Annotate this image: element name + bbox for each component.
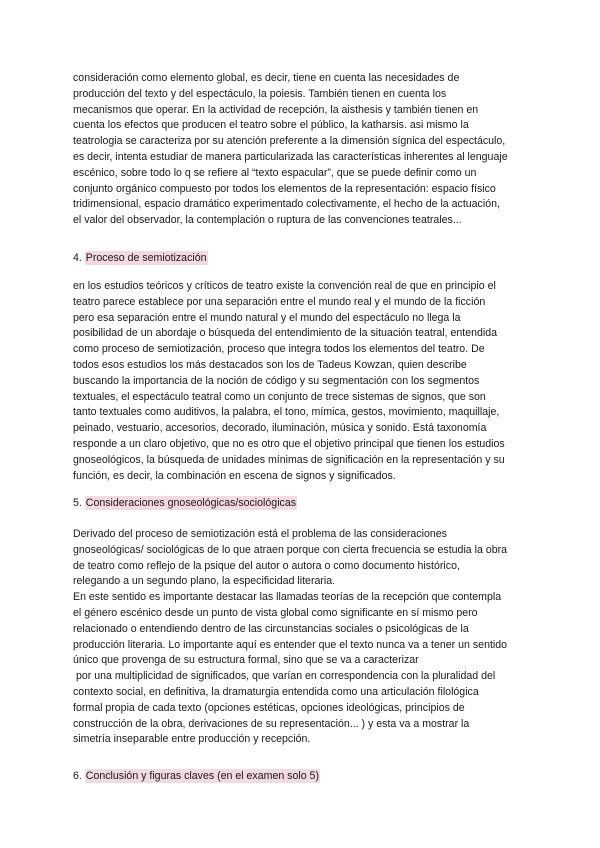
text-line: relacionado o entendiendo dentro de las circunstancias sociales o psicológicas de la [73, 622, 469, 635]
text-line: pero esa separación entre el mundo natural y el mundo del espectáculo no llega la [73, 311, 461, 324]
section-number: 5. [73, 497, 82, 509]
text-line: en los estudios teóricos y críticos de teatro existe la convención real de que en principio el [73, 280, 496, 292]
text-line: formal propia de cada texto (opciones estéticas, opciones ideológicas, principios de [73, 701, 465, 714]
section-title: Consideraciones gnoseológicas/sociológicas [85, 497, 297, 509]
text-line: teatrologia se caracteriza por su atención preferente a la dimensión sígnica del espectáculo, [73, 135, 506, 148]
text-line: único que provenga de su estructura formal, sino que se va a caracterizar [73, 654, 419, 667]
text-line: tanto textuales como auditivos, la palabra, el tono, mímica, gestos, movimiento, maquillaje, [73, 406, 500, 419]
text-line: posibilidad de un abordaje o búsqueda del entendimiento de la situación teatral, entendida [73, 327, 498, 340]
text-line: escénico, sobre todo lo q se refiere al “texto espacular”, que se puede definir como un [73, 166, 477, 179]
text-line: construcción de la obra, derivaciones de su representación... ) y esta va a mostrar la [73, 717, 470, 730]
text-line: relegando a un segundo plano, la especificidad literaria. [73, 575, 336, 588]
text-line: es decir, intenta estudiar de manera particularizada las características inherentes al lenguaje [73, 150, 508, 163]
text-line: cuenta los efectos que producen el teatro sobre el público, la katharsis. asi mismo la [73, 119, 469, 132]
paragraph-3 [73, 527, 543, 748]
paragraph-1 [73, 71, 543, 229]
text-line: función, es decir, la combinación en escena de signos y significados. [73, 469, 396, 482]
text-line: todos esos estudios los más destacados son los de Tadeus Kowzan, quien describe [73, 358, 467, 371]
text-line: textuales, el espectáculo teatral como un conjunto de trece sistemas de signos, que son [73, 390, 486, 403]
section-6-heading [73, 769, 320, 784]
text-line: En este sentido es importante destacar las llamadas teorías de la recepción que contempla [73, 591, 502, 604]
text-line: tridimensional, espacio dramático experimentado colectivamente, el hecho de la actuación, [73, 198, 500, 211]
text-line: consideración como elemento global, es decir, tiene en cuenta las necesidades de [73, 72, 460, 84]
text-line: producción literaria. Lo importante aquí es entender que el texto nunca va a tener un sentido [73, 638, 508, 651]
paragraph-2 [73, 279, 543, 484]
text-line: como proceso de semiotización, proceso que integra todos los elementos del teatro. De [73, 343, 485, 356]
section-number: 4. [73, 252, 82, 264]
section-title: Conclusión y figuras claves (en el examen solo 5) [85, 770, 319, 782]
section-4-heading [73, 251, 208, 266]
text-line: por una multiplicidad de significados, que varían en correspondencia con la pluralidad del [73, 670, 496, 683]
text-line: gnoseológicos, la búsqueda de unidades mínimas de significación en la representación y su [73, 453, 505, 466]
text-line: simetría inseparable entre producción y recepción. [73, 733, 311, 746]
text-line: buscando la importancia de la noción de código y su segmentación con los segmentos [73, 374, 480, 387]
text-line: responde a un claro objetivo, que no es otro que el objetivo principal que tienen los estudios [73, 437, 505, 450]
text-line: peinado, vestuario, accesorios, decorado, iluminación, música y sonido. Está taxonomía [73, 422, 487, 435]
text-line: el valor del observador, la contemplación o ruptura de las convenciones teatrales... [73, 214, 462, 227]
text-line: mecanismos que operar. En la actividad de recepción, la aisthesis y también tienen en [73, 103, 479, 116]
text-line: de teatro como reflejo de la psique del autor o autora o como documento histórico, [73, 559, 460, 572]
text-line: producción del texto y del espectáculo, la poiesis. También tienen en cuenta los [73, 87, 447, 100]
section-number: 6. [73, 770, 82, 782]
text-line: Derivado del proceso de semiotización está el problema de las consideraciones [73, 528, 447, 540]
section-5-heading [73, 496, 297, 511]
text-line: conjunto orgánico compuesto por todos los elementos de la representación: espacio físico [73, 182, 496, 195]
text-line: contexto social, en definitiva, la dramaturgia entendida como una articulación filológica [73, 685, 479, 698]
text-line: gnoseológicas/ sociológicas de lo que atraen porque con cierta frecuencia se estudia la obra [73, 543, 508, 556]
text-line: el género escénico desde un punto de vista global como significante en sí mismo pero [73, 606, 478, 619]
text-line: teatro parece establece por una separación entre el mundo real y el mundo de la ficción [73, 295, 486, 308]
section-title: Proceso de semiotización [85, 252, 207, 264]
